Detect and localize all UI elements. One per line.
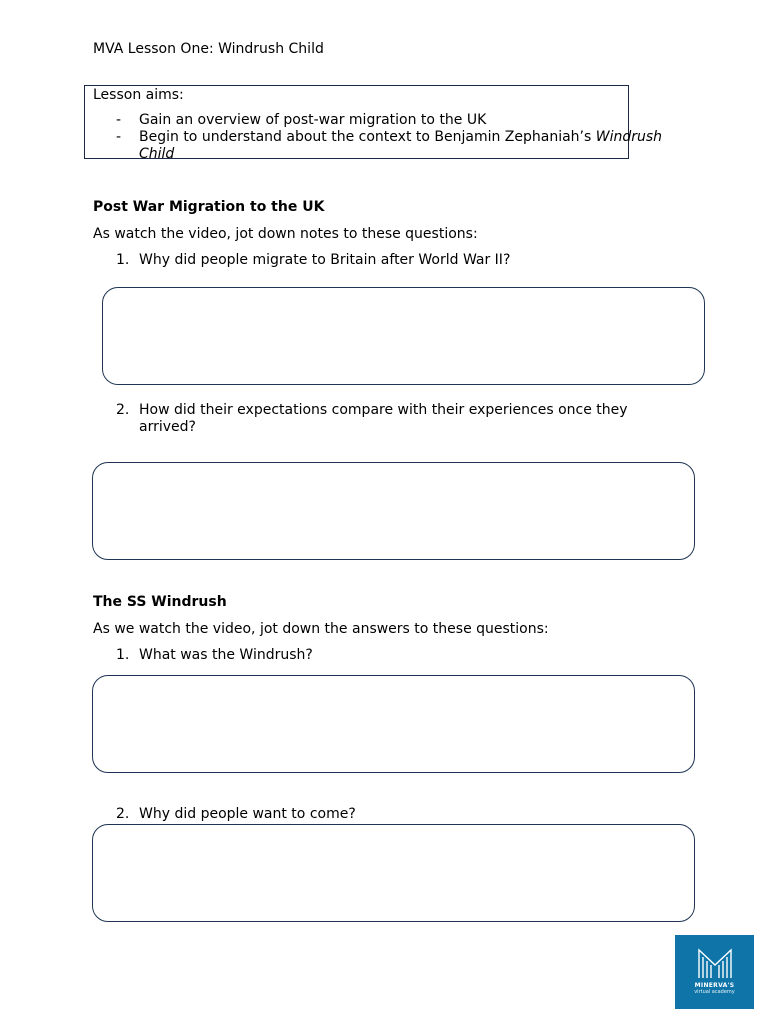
question-number: 1.	[116, 252, 130, 268]
minervas-logo	[675, 935, 754, 1009]
answer-box[interactable]	[102, 287, 705, 385]
answer-box[interactable]	[92, 824, 695, 922]
aim-item-2	[139, 129, 679, 163]
question-text: Why did people want to come?	[139, 806, 356, 822]
aim-item-2-italic-title: Windrush Child	[139, 129, 663, 162]
question-number: 1.	[116, 647, 130, 663]
section-heading-post-war: Post War Migration to the UK	[93, 199, 325, 215]
logo-name: MINERVA'S	[694, 982, 735, 989]
aim-item-1: Gain an overview of post-war migration to the UK	[139, 112, 487, 128]
minerva-m-logo-icon	[696, 947, 734, 979]
section-heading-windrush: The SS Windrush	[93, 594, 227, 610]
question-text: Why did people migrate to Britain after World War II?	[139, 252, 511, 268]
section-intro-windrush: As we watch the video, jot down the answers to these questions:	[93, 621, 549, 637]
bullet-marker: -	[116, 112, 122, 128]
question-text: How did their expectations compare with their experiences once they arrived?	[139, 402, 628, 435]
document-title: MVA Lesson One: Windrush Child	[93, 41, 324, 57]
question-number: 2.	[116, 806, 130, 822]
answer-box[interactable]	[92, 675, 695, 773]
aim-item-2-text: Begin to understand about the context to Benjamin Zephaniah’s	[139, 129, 596, 145]
answer-box[interactable]	[92, 462, 695, 560]
question-text: What was the Windrush?	[139, 647, 313, 663]
bullet-marker: -	[116, 129, 122, 145]
lesson-aims-label: Lesson aims:	[93, 87, 184, 103]
logo-subtitle: virtual academy	[694, 989, 735, 995]
question-number: 2.	[116, 402, 130, 418]
section-intro-post-war: As watch the video, jot down notes to these questions:	[93, 226, 478, 242]
